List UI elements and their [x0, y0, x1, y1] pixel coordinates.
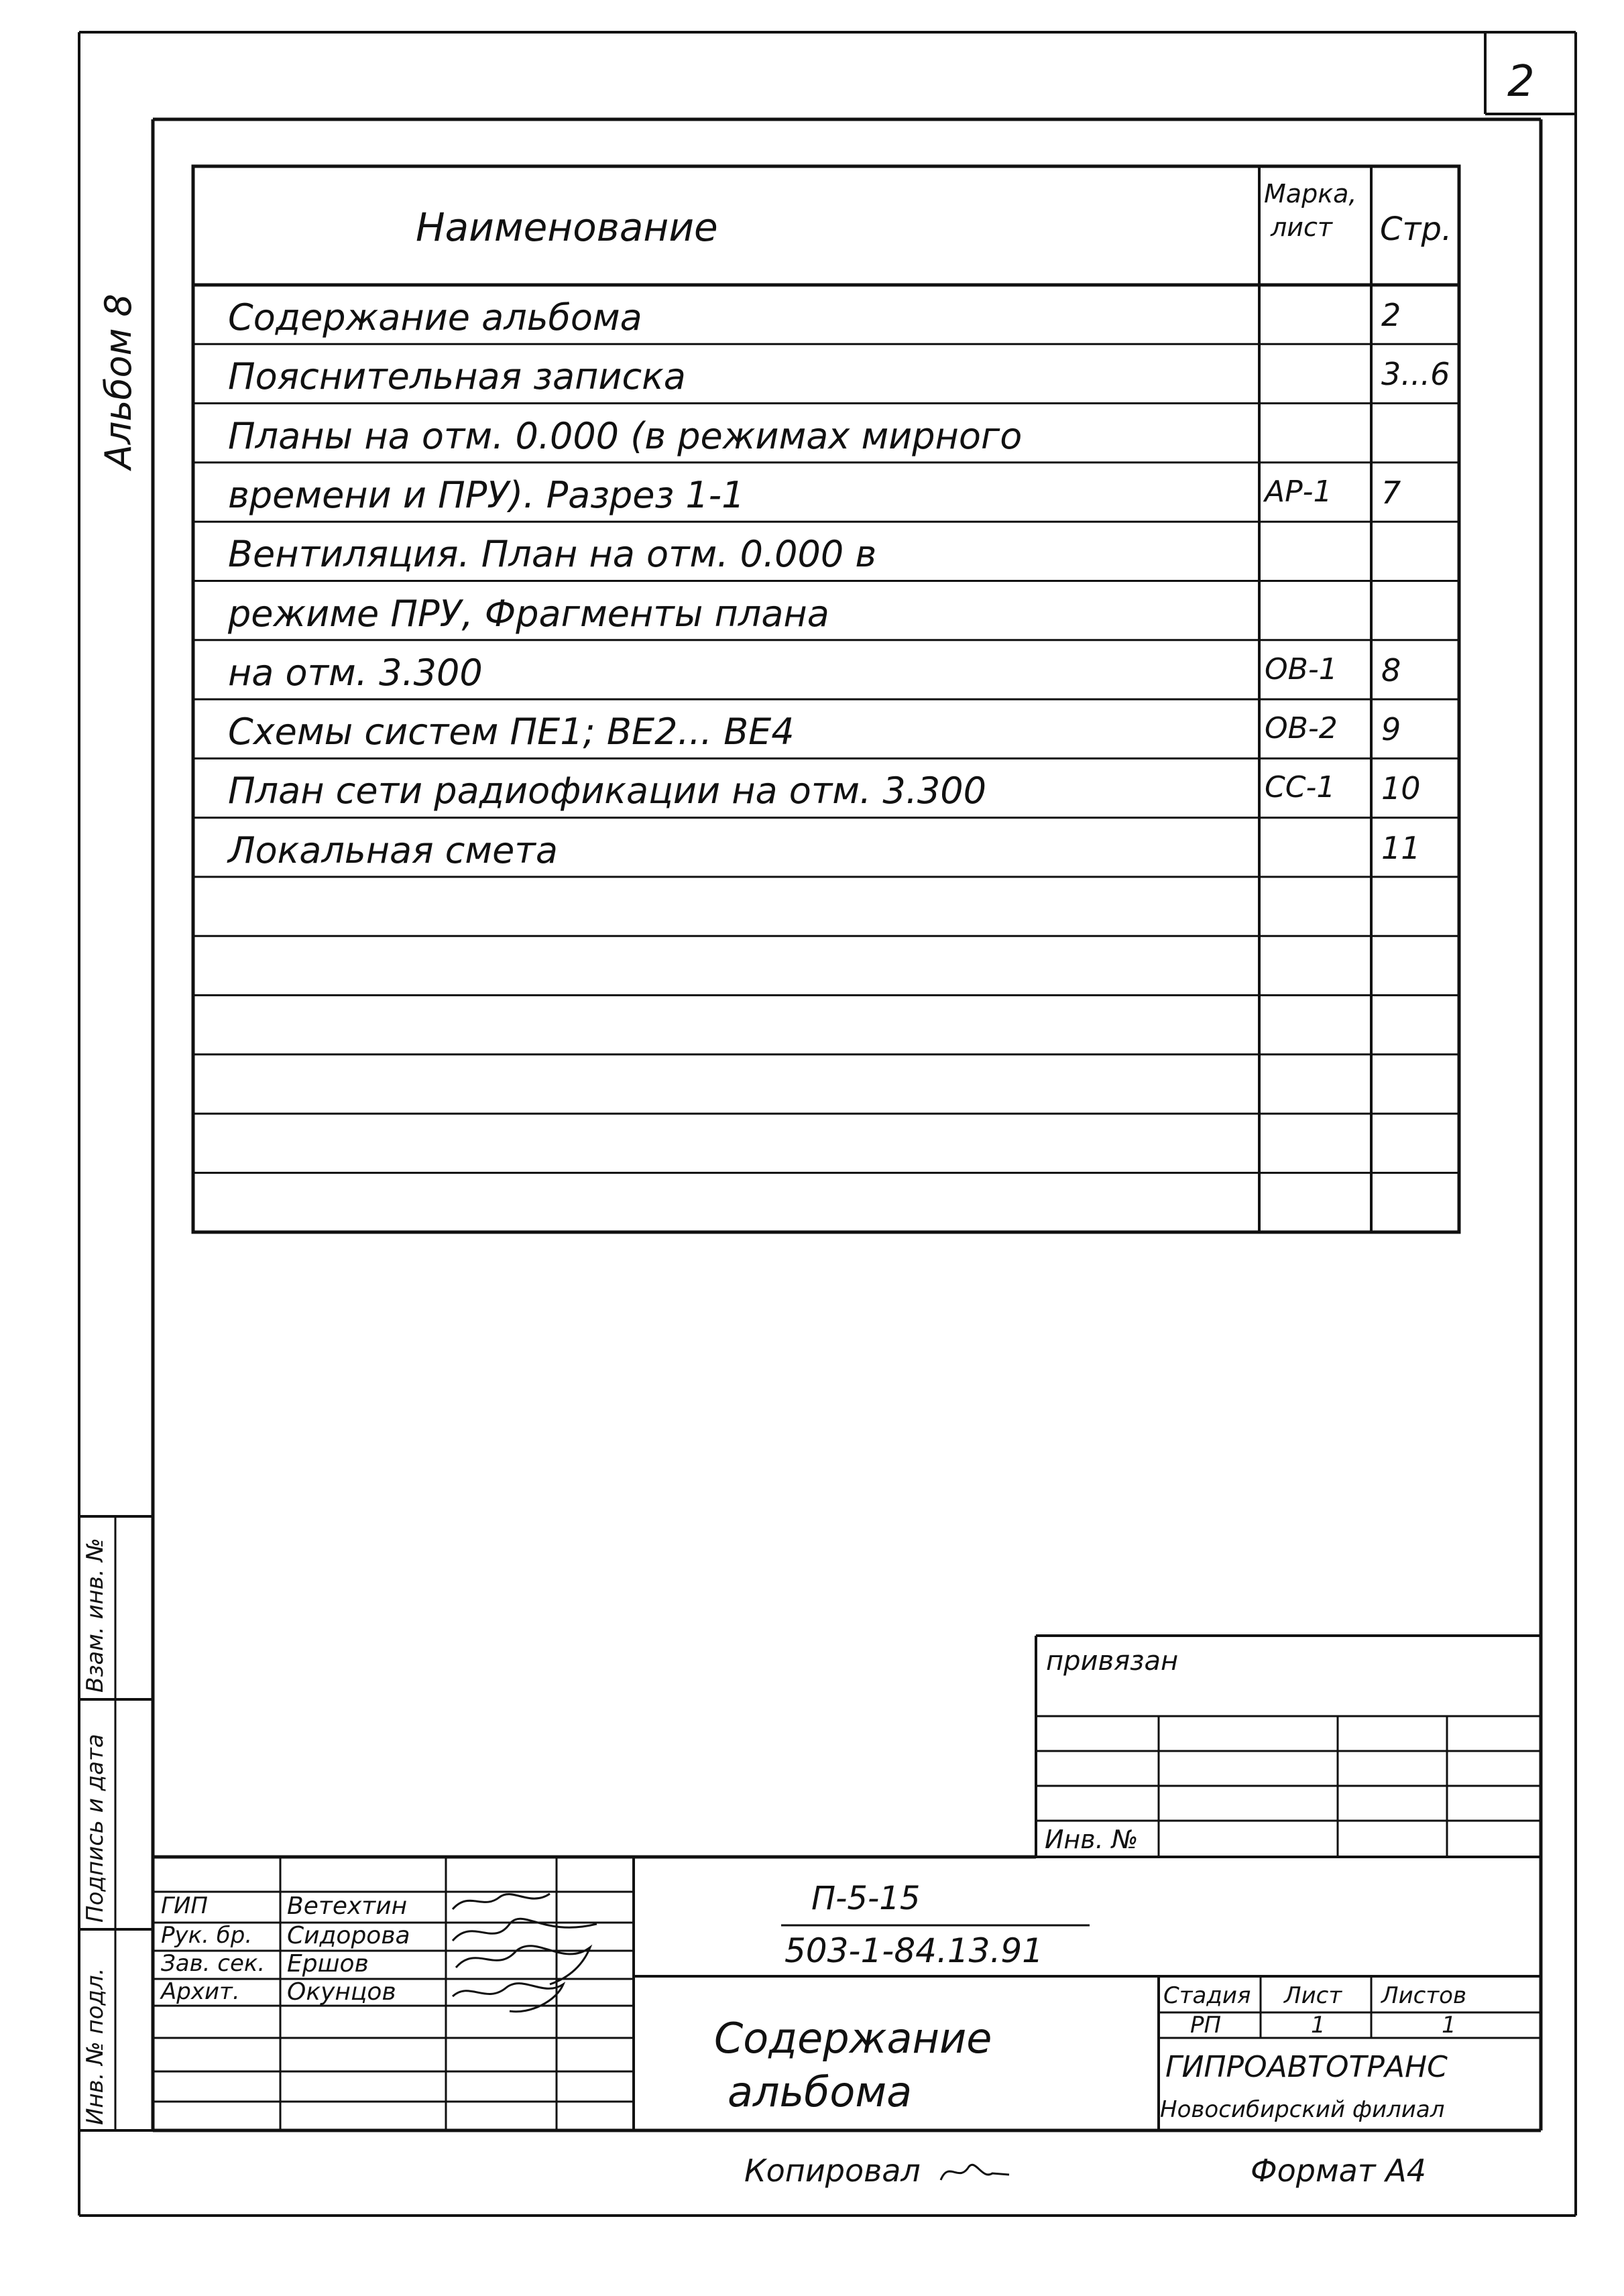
- sheet-value: 1: [1311, 2012, 1326, 2039]
- stage-value: РП: [1190, 2012, 1222, 2039]
- staff-role: Рук. бр.: [161, 1922, 253, 1949]
- row-mark: ОВ-2: [1265, 711, 1338, 746]
- doc-title-line1: Содержание: [714, 2014, 992, 2063]
- doc-code-top: П-5-15: [811, 1880, 921, 1917]
- staff-name: Окунцов: [287, 1978, 396, 2006]
- row-name: План сети радиофикации на отм. 3.300: [228, 770, 986, 812]
- sheets-value: 1: [1442, 2012, 1456, 2039]
- row-name: режиме ПРУ, Фрагменты плана: [228, 592, 829, 635]
- privyazan-label: привязан: [1046, 1646, 1179, 1677]
- row-page: 3...6: [1381, 356, 1450, 393]
- table-row: [193, 463, 1459, 522]
- table-row: [193, 877, 1459, 936]
- row-page: 11: [1381, 829, 1421, 866]
- table-row: [193, 522, 1459, 581]
- row-name: времени и ПРУ). Разрез 1-1: [228, 473, 745, 516]
- stamp-sign-date: Подпись и дата: [82, 1734, 109, 1923]
- table-row: [193, 1113, 1459, 1172]
- row-page: 9: [1381, 711, 1401, 748]
- table-row: [193, 699, 1459, 758]
- table-row: [193, 936, 1459, 995]
- table-row: [193, 758, 1459, 817]
- header-mark-line2: лист: [1271, 213, 1333, 242]
- row-mark: ОВ-1: [1265, 652, 1338, 686]
- row-name: на отм. 3.300: [228, 651, 483, 694]
- copied-signature: [935, 2153, 1016, 2193]
- row-mark: СС-1: [1265, 770, 1336, 805]
- page-number: 2: [1507, 57, 1535, 107]
- format-label: Формат А4: [1251, 2153, 1426, 2189]
- row-page: 10: [1381, 770, 1421, 807]
- row-page: 7: [1381, 474, 1401, 511]
- row-name: Планы на отм. 0.000 (в режимах мирного: [228, 414, 1023, 457]
- row-name: Содержание альбома: [228, 296, 642, 339]
- header-name: Наименование: [416, 204, 718, 250]
- row-page: 2: [1381, 297, 1401, 333]
- org-line1: ГИПРОАВТОТРАНС: [1165, 2050, 1448, 2084]
- stamp-inv-orig: Инв. № подл.: [82, 1968, 109, 2125]
- row-page: 8: [1381, 652, 1401, 688]
- sheet-label: Лист: [1284, 1982, 1342, 2009]
- doc-code-bottom: 503-1-84.13.91: [785, 1931, 1043, 1970]
- stage-label: Стадия: [1163, 1982, 1251, 2009]
- table-row: [193, 995, 1459, 1054]
- table-row: [193, 818, 1459, 877]
- staff-role: ГИП: [161, 1892, 208, 1919]
- row-name: Локальная смета: [228, 829, 558, 871]
- table-row: [193, 640, 1459, 699]
- privyazan-inv-label: Инв. №: [1045, 1825, 1139, 1854]
- staff-name: Ершов: [287, 1950, 369, 1978]
- row-name: Схемы систем ПЕ1; ВЕ2... ВЕ4: [228, 711, 795, 753]
- sheets-label: Листов: [1381, 1982, 1467, 2009]
- staff-name: Сидорова: [287, 1922, 410, 1949]
- staff-role: Архит.: [161, 1978, 240, 2005]
- table-row: [193, 344, 1459, 403]
- row-mark: АР-1: [1265, 474, 1332, 509]
- row-name: Вентиляция. План на отм. 0.000 в: [228, 533, 877, 576]
- doc-title-line2: альбома: [728, 2067, 913, 2116]
- stamp-inv-replace: Взам. инв. №: [82, 1538, 109, 1693]
- album-side-label: Альбом 8: [97, 294, 139, 469]
- staff-name: Ветехтин: [287, 1892, 408, 1920]
- copied-label: Копировал: [744, 2153, 921, 2189]
- table-row: [193, 404, 1459, 463]
- header-mark-line1: Марка,: [1264, 179, 1357, 208]
- table-row: [193, 285, 1459, 344]
- table-row: [193, 581, 1459, 640]
- table-row: [193, 1054, 1459, 1113]
- staff-role: Зав. сек.: [161, 1950, 266, 1977]
- org-line2: Новосибирский филиал: [1160, 2096, 1445, 2123]
- row-name: Пояснительная записка: [228, 355, 686, 398]
- table-row: [193, 1173, 1459, 1232]
- header-page: Стр.: [1380, 210, 1452, 248]
